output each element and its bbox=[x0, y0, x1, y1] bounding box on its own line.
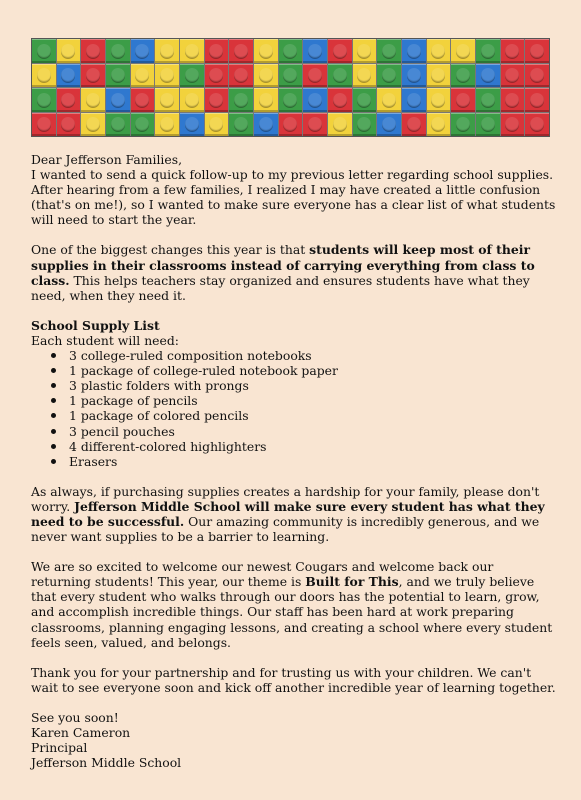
lego-brick bbox=[451, 64, 475, 88]
intro-paragraph: I wanted to send a quick follow-up to my previous letter regarding school supplies. After hearing from a few families, I realized I may have created a little confusion (that's on me!), so I wanted to make sure everyone has a clear list of what students will need to start the year. bbox=[31, 167, 556, 228]
lego-brick bbox=[501, 39, 525, 63]
lego-brick bbox=[402, 113, 426, 137]
lego-brick bbox=[303, 88, 327, 112]
lego-brick bbox=[525, 39, 549, 63]
change-emphasis: students will keep most of their supplies in their classrooms instead of carrying everything from class to class. bbox=[31, 242, 535, 288]
lego-brick bbox=[205, 88, 229, 112]
lego-brick bbox=[377, 113, 401, 137]
lego-brick bbox=[402, 64, 426, 88]
lego-brick bbox=[525, 64, 549, 88]
lego-brick bbox=[81, 64, 105, 88]
lego-brick bbox=[476, 64, 500, 88]
welcome-text-end: , and we truly believe that every student who walks through our doors has the potential to learn, grow, and accomplish incredible things. Our staff has been hard at work preparing classrooms, planning engaging lessons, and creating a school where every student feels seen, valued, and belongs. bbox=[31, 574, 553, 650]
lego-brick bbox=[353, 64, 377, 88]
lego-brick bbox=[106, 113, 130, 137]
lego-brick bbox=[32, 88, 56, 112]
lego-brick bbox=[279, 39, 303, 63]
lego-brick bbox=[131, 64, 155, 88]
lego-brick bbox=[303, 39, 327, 63]
lego-brick bbox=[205, 64, 229, 88]
lego-brick bbox=[402, 39, 426, 63]
list-item: Erasers bbox=[31, 454, 556, 469]
supply-list-intro: Each student will need: bbox=[31, 332, 179, 348]
lego-brick bbox=[427, 113, 451, 137]
lego-brick bbox=[303, 64, 327, 88]
lego-brick bbox=[180, 39, 204, 63]
lego-brick bbox=[328, 39, 352, 63]
lego-brick bbox=[427, 88, 451, 112]
lego-brick bbox=[131, 88, 155, 112]
lego-brick bbox=[328, 64, 352, 88]
thanks-paragraph: Thank you for your partnership and for trusting us with your children. We can't wait to see everyone soon and kick off another incredible year of learning together. bbox=[31, 664, 556, 695]
lego-brick bbox=[155, 64, 179, 88]
lego-brick bbox=[155, 88, 179, 112]
lego-brick-banner bbox=[31, 38, 550, 137]
lego-brick bbox=[205, 113, 229, 137]
lego-brick bbox=[106, 39, 130, 63]
lego-brick bbox=[303, 113, 327, 137]
lego-brick bbox=[155, 39, 179, 63]
lego-brick bbox=[57, 88, 81, 112]
lego-brick bbox=[131, 113, 155, 137]
lego-brick bbox=[279, 88, 303, 112]
greeting: Dear Jefferson Families, bbox=[31, 152, 183, 167]
signature-school: Jefferson Middle School bbox=[31, 755, 182, 771]
lego-brick bbox=[501, 88, 525, 112]
lego-brick bbox=[229, 113, 253, 137]
signature-title: Principal bbox=[31, 740, 88, 756]
hardship-emphasis: Jefferson Middle School will make sure every student has what they need to be successful. bbox=[31, 498, 545, 529]
list-item: 1 package of colored pencils bbox=[31, 408, 556, 423]
list-item: 3 pencil pouches bbox=[31, 424, 556, 439]
lego-brick bbox=[451, 113, 475, 137]
lego-brick bbox=[427, 64, 451, 88]
lego-brick bbox=[81, 39, 105, 63]
lego-brick bbox=[106, 64, 130, 88]
list-item: 4 different-colored highlighters bbox=[31, 439, 556, 454]
lego-brick bbox=[81, 88, 105, 112]
lego-brick bbox=[501, 64, 525, 88]
lego-brick bbox=[254, 88, 278, 112]
hardship-text-end: Our amazing community is incredibly generous, and we never want supplies to be a barrier to learning. bbox=[31, 513, 540, 545]
lego-brick bbox=[377, 88, 401, 112]
lego-brick bbox=[328, 113, 352, 137]
lego-brick bbox=[229, 88, 253, 112]
lego-brick bbox=[254, 113, 278, 137]
lego-brick bbox=[279, 113, 303, 137]
lego-brick bbox=[131, 39, 155, 63]
lego-brick bbox=[476, 88, 500, 112]
lego-brick bbox=[155, 113, 179, 137]
lego-brick bbox=[180, 64, 204, 88]
lego-brick bbox=[229, 39, 253, 63]
supply-list-heading: School Supply List bbox=[31, 317, 160, 333]
closing: See you soon! bbox=[31, 709, 119, 725]
lego-brick bbox=[32, 64, 56, 88]
lego-brick bbox=[106, 88, 130, 112]
lego-brick bbox=[328, 88, 352, 112]
welcome-text: We are so excited to welcome our newest Cougars and welcome back our returning students! This year, our theme is bbox=[31, 559, 494, 590]
list-item: 1 package of pencils bbox=[31, 393, 556, 408]
lego-brick bbox=[57, 64, 81, 88]
change-text-end: This helps teachers stay organized and ensures students have what they need, when they need it. bbox=[31, 272, 530, 303]
lego-brick bbox=[501, 113, 525, 137]
lego-brick bbox=[229, 64, 253, 88]
welcome-paragraph bbox=[31, 559, 556, 650]
lego-brick bbox=[377, 64, 401, 88]
list-item: 3 college-ruled composition notebooks bbox=[31, 348, 556, 363]
theme-emphasis: Built for This bbox=[305, 574, 399, 590]
lego-brick bbox=[180, 88, 204, 112]
lego-brick bbox=[476, 39, 500, 63]
lego-brick bbox=[279, 64, 303, 88]
lego-brick bbox=[32, 113, 56, 137]
list-item: 1 package of college-ruled notebook paper bbox=[31, 363, 556, 378]
lego-brick bbox=[254, 39, 278, 63]
hardship-text: As always, if purchasing supplies creates a hardship for your family, please don't worry. bbox=[31, 483, 540, 514]
hardship-paragraph bbox=[31, 484, 556, 544]
lego-brick bbox=[57, 39, 81, 63]
lego-brick bbox=[353, 88, 377, 112]
lego-brick bbox=[377, 39, 401, 63]
lego-brick bbox=[57, 113, 81, 137]
lego-brick bbox=[254, 64, 278, 88]
lego-brick bbox=[525, 88, 549, 112]
lego-brick bbox=[353, 113, 377, 137]
supply-list bbox=[31, 348, 556, 469]
lego-brick bbox=[451, 39, 475, 63]
lego-brick bbox=[451, 88, 475, 112]
letter-body bbox=[31, 152, 556, 770]
change-paragraph bbox=[31, 242, 556, 302]
list-item: 3 plastic folders with prongs bbox=[31, 378, 556, 393]
lego-brick bbox=[402, 88, 426, 112]
lego-brick bbox=[180, 113, 204, 137]
change-text: One of the biggest changes this year is that bbox=[31, 242, 310, 258]
lego-brick bbox=[81, 113, 105, 137]
lego-brick bbox=[525, 113, 549, 137]
signature-name: Karen Cameron bbox=[31, 725, 131, 740]
lego-brick bbox=[427, 39, 451, 63]
lego-brick bbox=[32, 39, 56, 63]
lego-brick bbox=[476, 113, 500, 137]
lego-brick bbox=[353, 39, 377, 63]
lego-brick bbox=[205, 39, 229, 63]
